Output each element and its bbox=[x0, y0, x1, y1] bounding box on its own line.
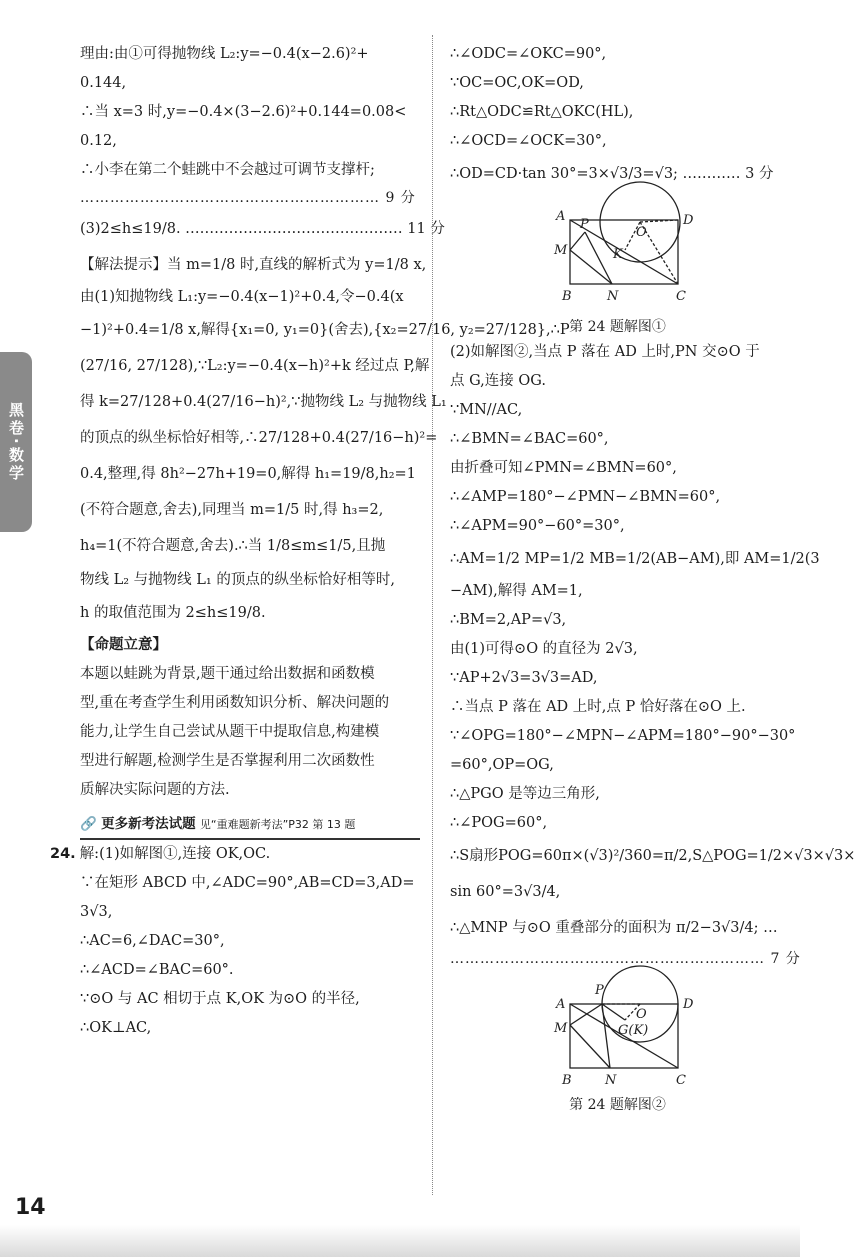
q24-line: ∵在矩形 ABCD 中,∠ADC=90°,AB=CD=3,AD= bbox=[80, 875, 415, 891]
label-b: B bbox=[562, 289, 572, 304]
part2-line: (2)如解图②,当点 P 落在 AD 上时,PN 交⊙O 于 bbox=[450, 344, 760, 360]
part2-line: 由折叠可知∠PMN=∠BMN=60°, bbox=[450, 460, 677, 476]
label-d: D bbox=[683, 997, 694, 1012]
intent-line: 型,重在考查学生利用函数知识分析、解决问题的 bbox=[80, 695, 390, 711]
q24-line bbox=[50, 840, 420, 869]
fold-mp bbox=[570, 232, 585, 250]
label-c: C bbox=[676, 289, 686, 304]
label-p: P bbox=[595, 983, 604, 998]
right-column bbox=[450, 40, 855, 1116]
part2-line: ∴△MNP 与⊙O 重叠部分的面积为 π/2−3√3/4; … bbox=[450, 920, 778, 936]
part2-line: ∴∠APM=90°−60°=30°, bbox=[450, 518, 625, 534]
figure-2-diagram bbox=[450, 972, 785, 1090]
fold-mn bbox=[570, 250, 612, 284]
label-n: N bbox=[607, 289, 619, 304]
hint-line: 【解法提示】当 m=1/8 时,直线的解析式为 y=1/8 x, bbox=[80, 257, 427, 273]
part2-line: ∴∠BMN=∠BAC=60°, bbox=[450, 431, 609, 447]
figure-1 bbox=[450, 192, 785, 338]
fold-mn bbox=[570, 1025, 610, 1068]
part2-line: 由(1)可得⊙O 的直径为 2√3, bbox=[450, 641, 638, 657]
segment-pg bbox=[602, 1004, 625, 1020]
part2-line: ∴∠POG=60°, bbox=[450, 815, 548, 831]
part2-line: ∵MN//AC, bbox=[450, 402, 523, 418]
hint-line: (27/16, 27/128),∵L₂:y=−0.4(x−h)²+k 经过点 P,解 bbox=[80, 358, 430, 374]
text-line: ∴当 x=3 时,y=−0.4×(3−2.6)²+0.144=0.08< bbox=[80, 104, 407, 120]
part2-line: ∴当点 P 落在 AD 上时,点 P 恰好落在⊙O 上. bbox=[450, 699, 746, 715]
figure-1-diagram bbox=[450, 192, 785, 312]
text-line: ∵OC=OC,OK=OD, bbox=[450, 75, 584, 91]
label-p: P bbox=[580, 217, 589, 232]
q24-line: ∴AC=6,∠DAC=30°, bbox=[80, 933, 225, 949]
figure-2 bbox=[450, 972, 785, 1116]
part2-line: ∴S扇形POG=60π×(√3)²/360=π/2,S△POG=1/2×√3×√3× bbox=[450, 848, 855, 864]
hint-line: 物线 L₂ 与抛物线 L₁ 的顶点的纵坐标恰好相等时, bbox=[80, 572, 395, 588]
side-tab: 黑卷·数学 bbox=[0, 352, 32, 532]
part2-line: −AM),解得 AM=1, bbox=[450, 583, 583, 599]
question-number: 24. bbox=[50, 846, 76, 862]
label-c: C bbox=[676, 1073, 686, 1088]
hint-line: h₄=1(不符合题意,舍去).∴当 1/8≤m≤1/5,且抛 bbox=[80, 538, 386, 554]
figure-2-caption: 第 24 题解图② bbox=[569, 1097, 666, 1113]
part3-answer: (3)2≤h≤19/8. ……………………………………… 11 分 bbox=[80, 221, 445, 237]
part2-line: ∴AM=1/2 MP=1/2 MB=1/2(AB−AM),即 AM=1/2(3 bbox=[450, 551, 820, 567]
score-marker-7: ……………………………………………………… 7 分 bbox=[450, 951, 801, 967]
part2-line: ∴∠AMP=180°−∠PMN−∠BMN=60°, bbox=[450, 489, 721, 505]
intent-line: 本题以蛙跳为背景,题干通过给出数据和函数模 bbox=[80, 666, 375, 682]
label-o: O bbox=[636, 225, 647, 240]
part2-line: ∴△PGO 是等边三角形, bbox=[450, 786, 600, 802]
q24-line: ∴∠ACD=∠BAC=60°. bbox=[80, 962, 234, 978]
text-line: 0.144, bbox=[80, 75, 127, 91]
intent-line: 质解决实际问题的方法. bbox=[80, 782, 230, 798]
score-line-3: ∴OD=CD·tan 30°=3×√3/3=√3; ………… 3 分 bbox=[450, 166, 774, 182]
part2-line: sin 60°=3√3/4, bbox=[450, 884, 561, 900]
label-o: O bbox=[636, 1007, 647, 1022]
column-divider bbox=[432, 35, 433, 1195]
hint-line: (不符合题意,舍去),同理当 m=1/5 时,得 h₃=2, bbox=[80, 502, 384, 518]
link-icon: 🔗 bbox=[80, 816, 97, 832]
fold-pn bbox=[602, 1004, 610, 1068]
label-gk: G(K) bbox=[618, 1023, 649, 1038]
label-a: A bbox=[556, 997, 566, 1012]
page-number: 14 bbox=[15, 1195, 46, 1220]
fold-pn bbox=[585, 232, 612, 284]
label-a: A bbox=[556, 209, 566, 224]
hint-line: 0.4,整理,得 8h²−27h+19=0,解得 h₁=19/8,h₂=1 bbox=[80, 466, 416, 482]
text-line: 0.12, bbox=[80, 133, 117, 149]
part2-line: ∵AP+2√3=3√3=AD, bbox=[450, 670, 598, 686]
part2-line: ∴BM=2,AP=√3, bbox=[450, 612, 567, 628]
text-line: ∴小李在第二个蛙跳中不会越过可调节支撑杆; bbox=[80, 162, 375, 178]
hint-line: −1)²+0.4=1/8 x,解得{x₁=0, y₁=0}(舍去),{x₂=27/16, y₂=27/128},∴P bbox=[80, 322, 570, 338]
q24-line: ∵⊙O 与 AC 相切于点 K,OK 为⊙O 的半径, bbox=[80, 991, 360, 1007]
text-line: 理由:由①可得抛物线 L₂:y=−0.4(x−2.6)²+ bbox=[80, 46, 369, 62]
hint-line: h 的取值范围为 2≤h≤19/8. bbox=[80, 605, 266, 621]
part2-line: =60°,OP=OG, bbox=[450, 757, 554, 773]
bottom-edge-shadow bbox=[0, 1225, 800, 1257]
hint-line: 得 k=27/128+0.4(27/16−h)²,∵抛物线 L₂ 与抛物线 L₁ bbox=[80, 394, 447, 410]
more-title: 更多新考法试题 bbox=[101, 816, 196, 832]
q24-line: ∴OK⊥AC, bbox=[80, 1020, 152, 1036]
hint-line: 的顶点的纵坐标恰好相等,∴27/128+0.4(27/16−h)²= bbox=[80, 430, 438, 446]
intent-line: 型进行解题,检测学生是否掌握利用二次函数性 bbox=[80, 753, 375, 769]
intent-line: 能力,让学生自己尝试从题干中提取信息,构建模 bbox=[80, 724, 380, 740]
text-line: ∴Rt△ODC≌Rt△OKC(HL), bbox=[450, 104, 634, 120]
label-m: M bbox=[554, 1021, 568, 1036]
label-d: D bbox=[683, 213, 694, 228]
label-k: K bbox=[613, 247, 623, 262]
intent-title: 【命题立意】 bbox=[80, 637, 167, 653]
part2-line: 点 G,连接 OG. bbox=[450, 373, 546, 389]
more-questions-bar bbox=[80, 811, 420, 840]
label-m: M bbox=[554, 243, 568, 258]
part2-line: ∵∠OPG=180°−∠MPN−∠APM=180°−90°−30° bbox=[450, 728, 796, 744]
label-b: B bbox=[562, 1073, 572, 1088]
hint-line: 由(1)知抛物线 L₁:y=−0.4(x−1)²+0.4,令−0.4(x bbox=[80, 289, 404, 305]
text-line: ∴∠OCD=∠OCK=30°, bbox=[450, 133, 607, 149]
q24-line: 3√3, bbox=[80, 904, 113, 920]
more-reference: 见“重难题新考法”P32 第 13 题 bbox=[199, 818, 356, 831]
score-marker-9: …………………………………………………… 9 分 bbox=[80, 190, 416, 206]
text-line: ∴∠ODC=∠OKC=90°, bbox=[450, 46, 607, 62]
q24-text: 解:(1)如解图①,连接 OK,OC. bbox=[79, 846, 271, 862]
label-n: N bbox=[605, 1073, 617, 1088]
figure-1-caption: 第 24 题解图① bbox=[569, 319, 666, 335]
